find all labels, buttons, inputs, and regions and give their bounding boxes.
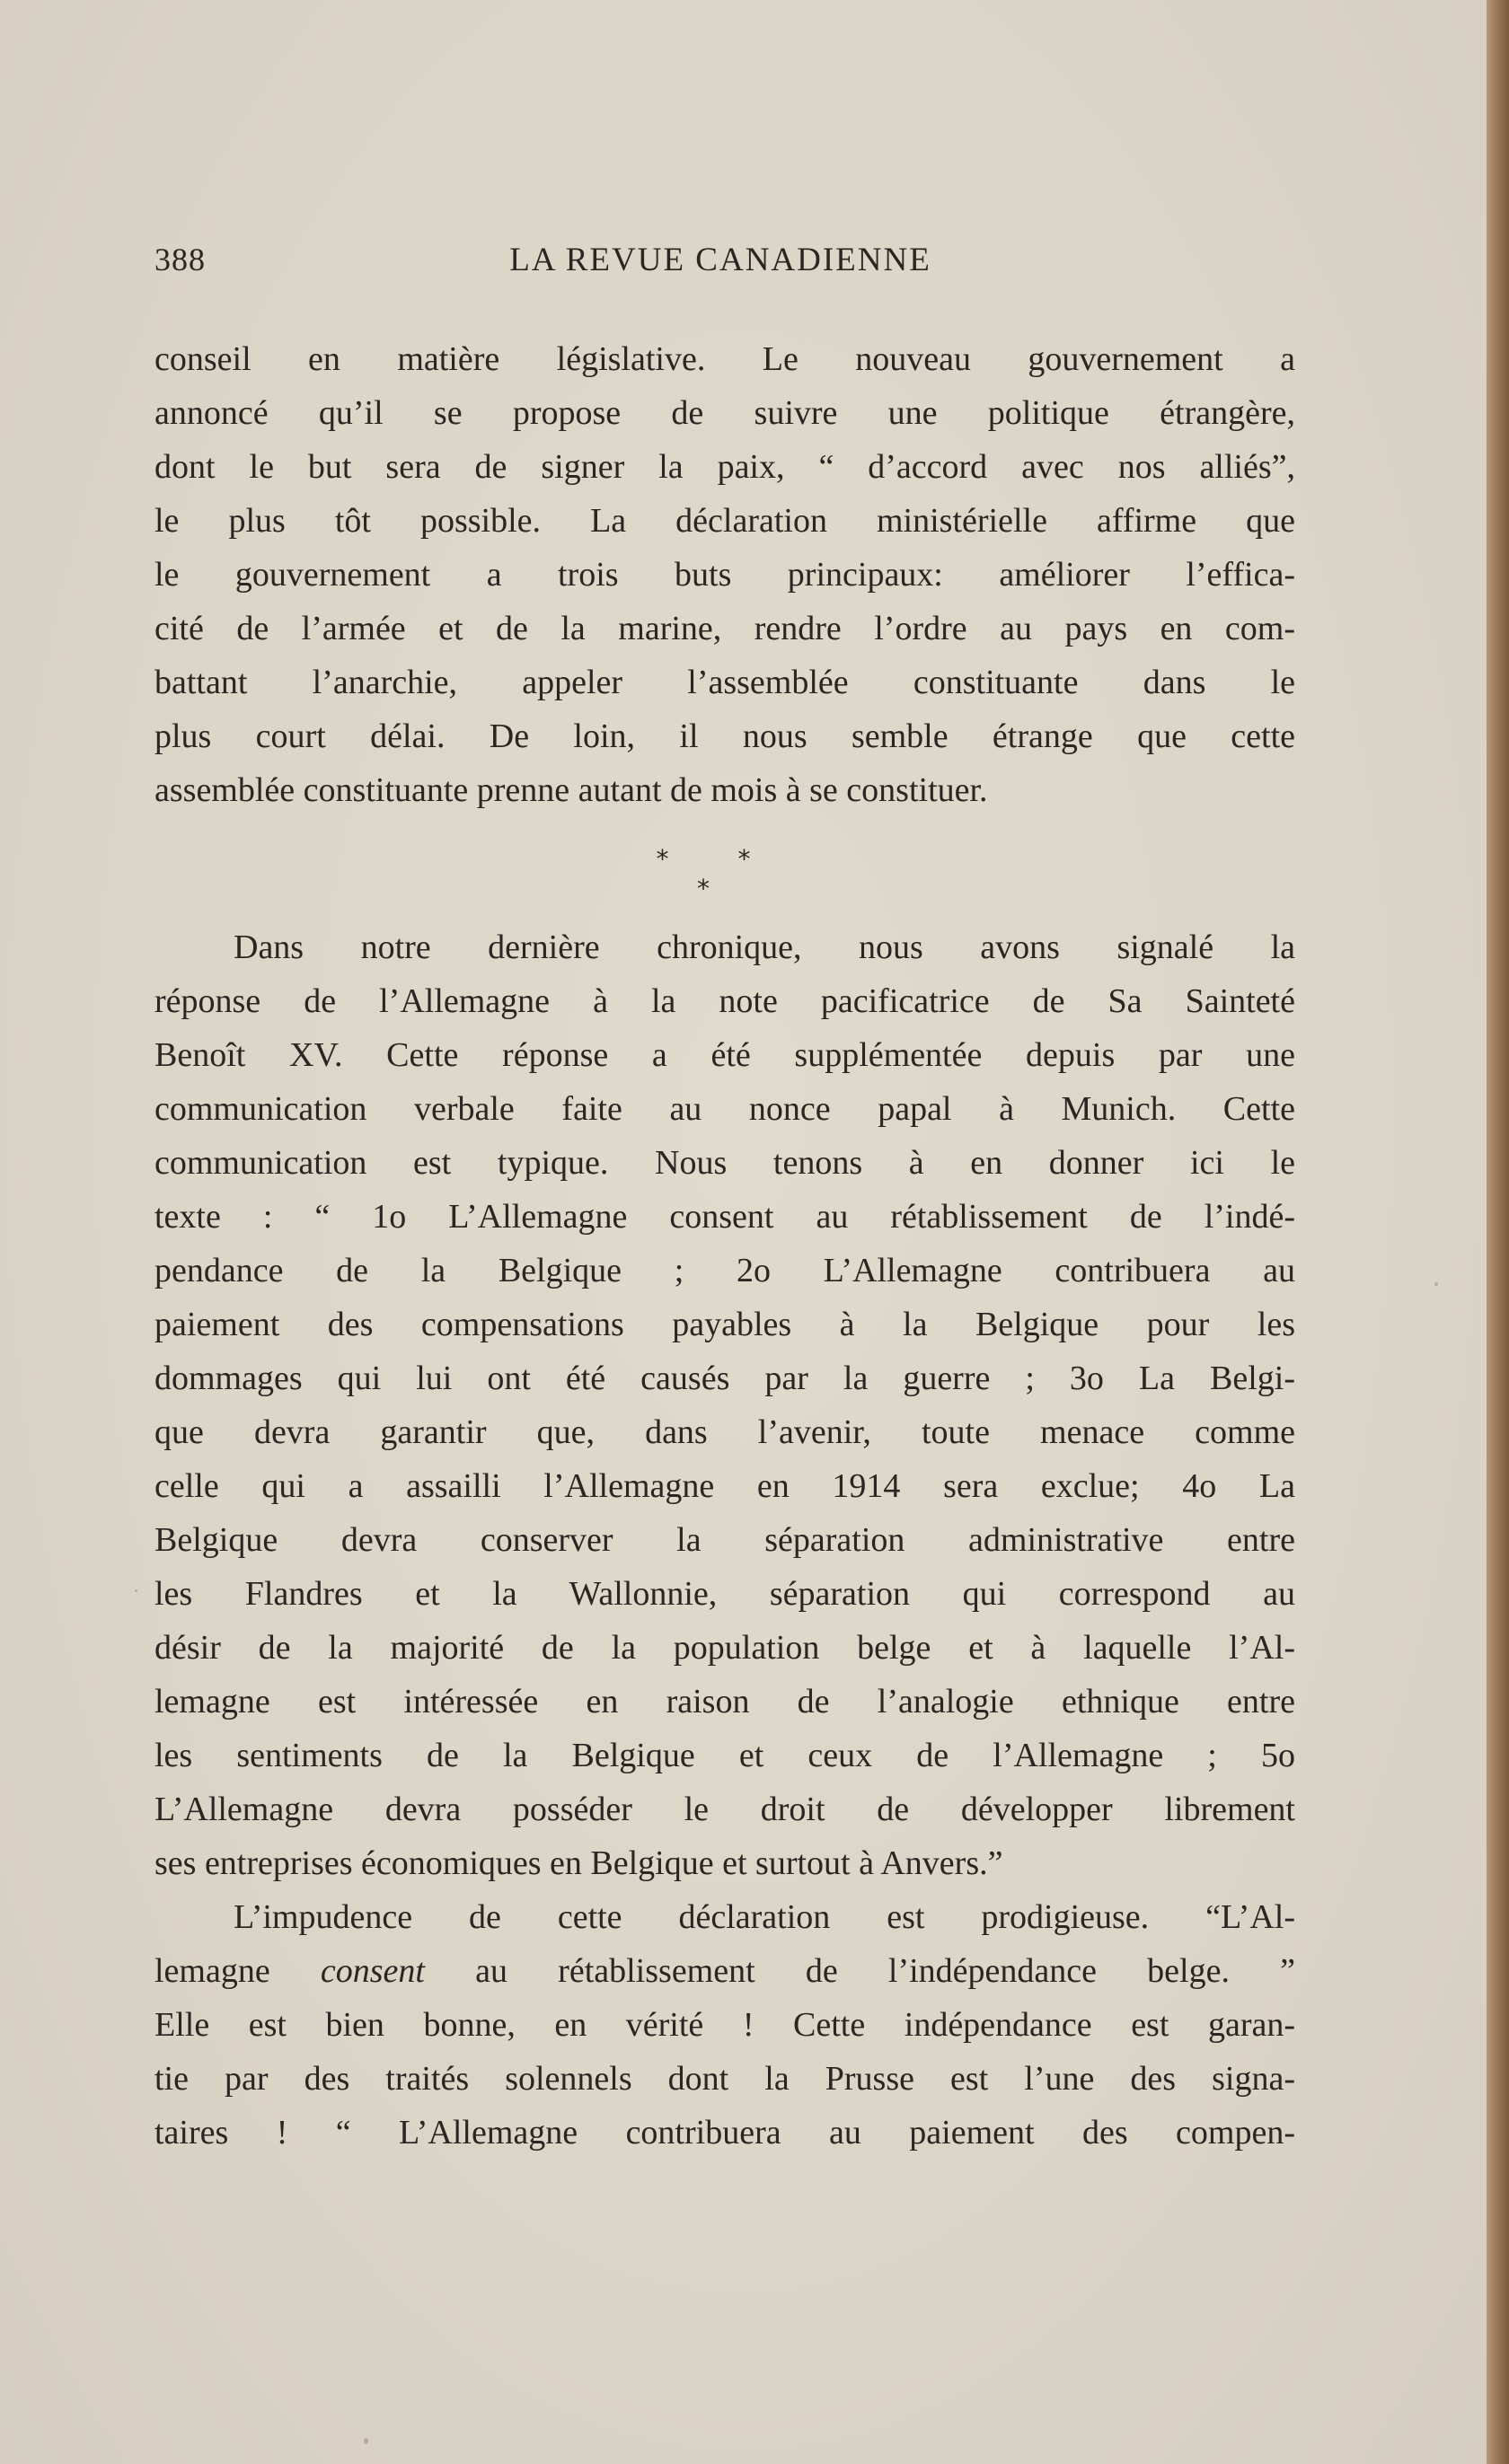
text-line: annoncé qu’il se propose de suivre une politique étrangère, [154,394,1295,432]
journal-title: LA REVUE CANADIENNE [509,242,931,278]
text-line: communication verbale faite au nonce papal à Munich. Cette [154,1090,1295,1128]
text-run: au rétablissement de l’indépendance belge. ” [424,1952,1295,1990]
paper-speck [364,2438,368,2444]
text-line: cité de l’armée et de la marine, rendre l’ordre au pays en com- [154,610,1295,647]
paper-speck [135,1589,137,1592]
text-line: Dans notre dernière chronique, nous avons signalé la [234,928,1295,966]
text-line-with-emphasis [154,1944,1295,1998]
emphasis-consent: consent [320,1952,425,1990]
text-line: texte : “ 1o L’Allemagne consent au rétablissement de l’indé- [154,1198,1295,1236]
text-line: plus court délai. De loin, il nous semble étrange que cette [154,717,1295,755]
text-line: battant l’anarchie, appeler l’assemblée constituante dans le [154,664,1295,701]
text-line: désir de la majorité de la population belge et à laquelle l’Al- [154,1629,1295,1667]
text-line: dont le but sera de signer la paix, “ d’accord avec nos alliés”, [154,448,1295,486]
text-line: pendance de la Belgique ; 2o L’Allemagne contribuera au [154,1252,1295,1289]
text-line: Benoît XV. Cette réponse a été supplémentée depuis par une [154,1036,1295,1074]
text-line: lemagne est intéressée en raison de l’analogie ethnique entre [154,1683,1295,1720]
text-line: celle qui a assailli l’Allemagne en 1914 sera exclue; 4o La [154,1467,1295,1505]
text-line: communication est typique. Nous tenons à en donner ici le [154,1144,1295,1182]
text-line: L’Allemagne devra posséder le droit de développer librement [154,1791,1295,1828]
text-line: dommages qui lui ont été causés par la guerre ; 3o La Belgi- [154,1360,1295,1397]
page-number: 388 [154,242,206,277]
text-run: lemagne [154,1952,321,1990]
section-separator: * * * [656,844,781,903]
text-line: le plus tôt possible. La déclaration ministérielle affirme que [154,502,1295,540]
text-line: Belgique devra conserver la séparation administrative entre [154,1521,1295,1559]
text-line: conseil en matière législative. Le nouveau gouvernement a [154,340,1295,378]
page-edge [1487,0,1509,2464]
text-line: taires ! “ L’Allemagne contribuera au paiement des compen- [154,2114,1295,2152]
text-line: tie par des traités solennels dont la Prusse est l’une des signa- [154,2060,1295,2098]
text-line: les Flandres et la Wallonnie, séparation qui correspond au [154,1575,1295,1613]
text-line: ses entreprises économiques en Belgique et surtout à Anvers.” [154,1844,1003,1882]
text-line: le gouvernement a trois buts principaux: améliorer l’effica- [154,556,1295,594]
running-head [154,241,1313,286]
text-line: les sentiments de la Belgique et ceux de l’Allemagne ; 5o [154,1737,1295,1774]
text-line: assemblée constituante prenne autant de mois à se constituer. [154,771,988,809]
text-line: réponse de l’Allemagne à la note pacificatrice de Sa Sainteté [154,982,1295,1020]
text-line: que devra garantir que, dans l’avenir, toute menace comme [154,1413,1295,1451]
text-line: Elle est bien bonne, en vérité ! Cette indépendance est garan- [154,2006,1295,2044]
text-line: L’impudence de cette déclaration est prodigieuse. “L’Al- [234,1898,1295,1936]
paper-speck [1434,1282,1438,1286]
text-line: paiement des compensations payables à la Belgique pour les [154,1306,1295,1343]
